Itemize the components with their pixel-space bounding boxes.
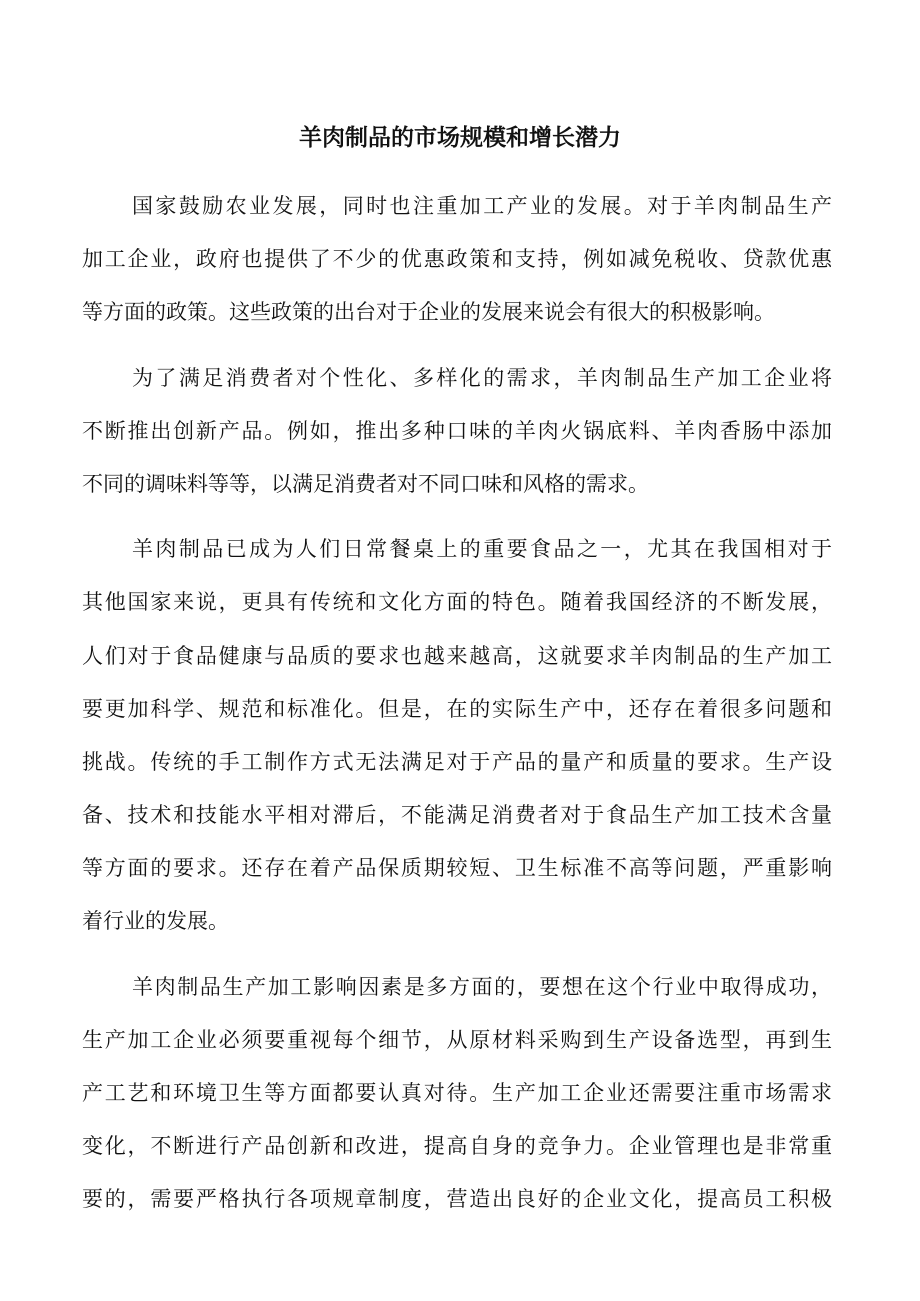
paragraph-3-line-5: 挑战。传统的手工制作方式无法满足对于产品的量产和质量的要求。生产设 bbox=[82, 749, 832, 774]
paragraph-4-line-4: 变化，不断进行产品创新和改进，提高自身的竞争力。企业管理也是非常重 bbox=[82, 1134, 832, 1159]
paragraph-3-line-1: 羊肉制品已成为人们日常餐桌上的重要食品之一，尤其在我国相对于 bbox=[132, 537, 832, 562]
paragraph-3-line-7: 等方面的要求。还存在着产品保质期较短、卫生标准不高等问题，严重影响 bbox=[82, 856, 832, 881]
document-body bbox=[82, 180, 832, 1227]
paragraph-4-line-5: 要的，需要严格执行各项规章制度，营造出良好的企业文化，提高员工积极 bbox=[82, 1187, 832, 1212]
paragraph-2-line-3: 不同的调味料等等，以满足消费者对不同口味和风格的需求。 bbox=[82, 471, 649, 496]
paragraph-3-line-3: 人们对于食品健康与品质的要求也越来越高，这就要求羊肉制品的生产加工 bbox=[82, 643, 832, 668]
paragraph-1-line-3: 等方面的政策。这些政策的出台对于企业的发展来说会有很大的积极影响。 bbox=[82, 300, 775, 325]
paragraph-4-line-3: 产工艺和环境卫生等方面都要认真对待。生产加工企业还需要注重市场需求 bbox=[82, 1081, 832, 1105]
document-title: 羊肉制品的市场规模和增长潜力 bbox=[299, 125, 621, 151]
paragraph-spacer bbox=[82, 340, 832, 352]
paragraph-spacer bbox=[82, 511, 832, 523]
paragraph-4-line-1: 羊肉制品生产加工影响因素是多方面的，要想在这个行业中取得成功， bbox=[132, 974, 832, 999]
paragraph-4-line-2: 生产加工企业必须要重视每个细节，从原材料采购到生产设备选型，再到生 bbox=[82, 1027, 832, 1052]
paragraph-3-line-6: 备、技术和技能水平相对滞后，不能满足消费者对于食品生产加工技术含量 bbox=[82, 803, 832, 828]
paragraph-3-line-4: 要更加科学、规范和标准化。但是，在的实际生产中，还存在着很多问题和 bbox=[82, 696, 832, 721]
paragraph-spacer bbox=[82, 949, 832, 961]
paragraph-2-line-1: 为了满足消费者对个性化、多样化的需求，羊肉制品生产加工企业将 bbox=[132, 365, 832, 390]
paragraph-2-line-2: 不断推出创新产品。例如，推出多种口味的羊肉火锅底料、羊肉香肠中添加 bbox=[82, 418, 832, 443]
paragraph-1-line-2: 加工企业，政府也提供了不少的优惠政策和支持，例如减免税收、贷款优惠 bbox=[82, 247, 832, 272]
paragraph-3-line-2: 其他国家来说，更具有传统和文化方面的特色。随着我国经济的不断发展， bbox=[82, 590, 832, 615]
paragraph-1-line-1: 国家鼓励农业发展，同时也注重加工产业的发展。对于羊肉制品生产 bbox=[132, 194, 832, 218]
paragraph-3-line-8: 着行业的发展。 bbox=[82, 909, 229, 934]
